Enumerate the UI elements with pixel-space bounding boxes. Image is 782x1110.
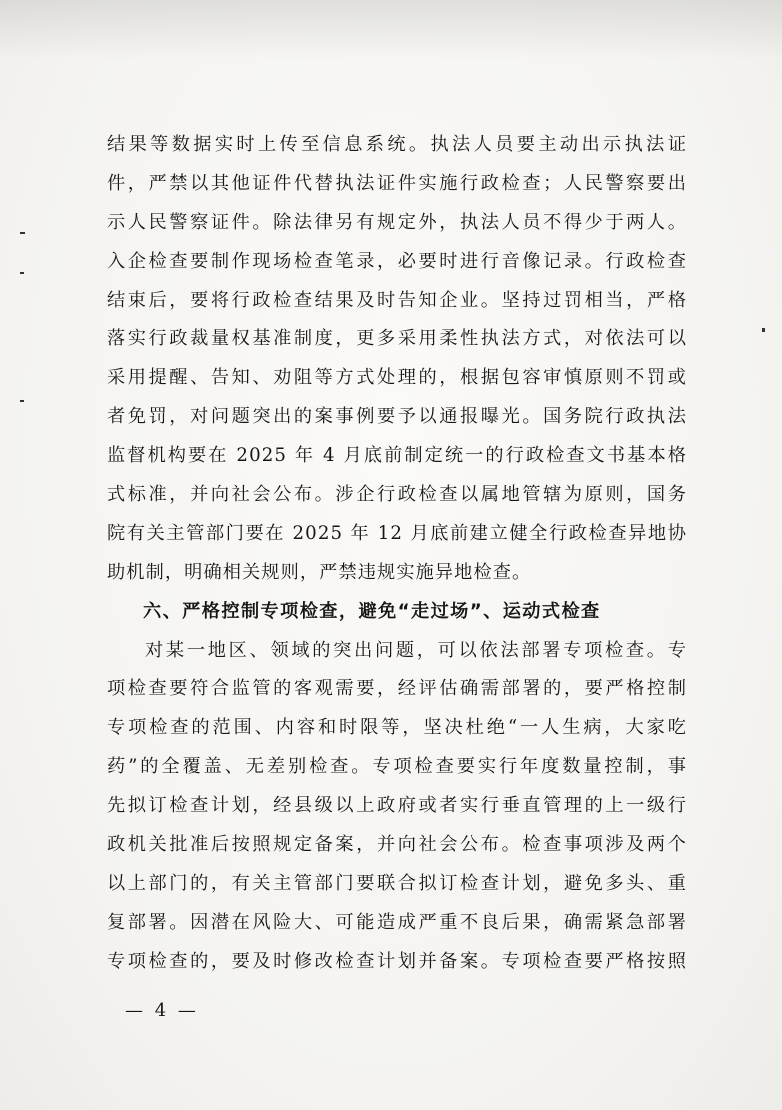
text-line: 对某一地区、领域的突出问题，可以依法部署专项检查。专 (145, 639, 687, 661)
text-line: 落实行政裁量权基准制度，更多采用柔性执法方式，对依法可以 (107, 328, 687, 350)
scan-speck (20, 232, 25, 234)
text-line: 监督机构要在 2025 年 4 月底前制定统一的行政检查文书基本格 (107, 445, 687, 467)
text-line: 以上部门的，有关主管部门要联合拟订检查计划，避免多头、重 (107, 872, 687, 894)
text-line: 式标准，并向社会公布。涉企行政检查以属地管辖为原则，国务 (107, 484, 687, 506)
section-heading: 六、严格控制专项检查，避免“走过场”、运动式检查 (143, 600, 601, 622)
text-line: 专项检查的，要及时修改检查计划并备案。专项检查要严格按照 (107, 950, 687, 972)
text-line: 助机制，明确相关规则，严禁违规实施异地检查。 (107, 561, 532, 583)
text-line: 项检查要符合监管的客观需要，经评估确需部署的，要严格控制 (107, 678, 687, 700)
text-line: 政机关批准后按照规定备案，并向社会公布。检查事项涉及两个 (107, 834, 687, 856)
text-line: 结果等数据实时上传至信息系统。执法人员要主动出示执法证 (107, 134, 687, 155)
text-line: 件，严禁以其他证件代替执法证件实施行政检查；人民警察要出 (107, 172, 687, 194)
text-line: 药”的全覆盖、无差别检查。专项检查要实行年度数量控制，事 (107, 756, 687, 778)
scan-shadow (0, 0, 782, 60)
body-text (107, 126, 687, 982)
scan-speck (762, 328, 765, 332)
text-line: 结束后，要将行政检查结果及时告知企业。坚持过罚相当，严格 (107, 289, 687, 311)
text-line: 专项检查的范围、内容和时限等，坚决杜绝“一人生病，大家吃 (107, 717, 687, 739)
text-line: 者免罚，对问题突出的案事例要予以通报曝光。国务院行政执法 (107, 406, 687, 428)
text-line: 示人民警察证件。除法律另有规定外，执法人员不得少于两人。 (107, 211, 687, 233)
scan-speck (20, 400, 24, 402)
text-line: 复部署。因潜在风险大、可能造成严重不良后果，确需紧急部署 (107, 911, 687, 933)
text-line: 入企检查要制作现场检查笔录，必要时进行音像记录。行政检查 (107, 250, 687, 272)
page-number: — 4 — (125, 1000, 199, 1021)
scan-speck (20, 272, 24, 274)
text-line: 院有关主管部门要在 2025 年 12 月底前建立健全行政检查异地协 (107, 522, 687, 544)
text-line: 采用提醒、告知、劝阻等方式处理的，根据包容审慎原则不罚或 (107, 367, 687, 389)
text-line: 先拟订检查计划，经县级以上政府或者实行垂直管理的上一级行 (107, 795, 687, 817)
